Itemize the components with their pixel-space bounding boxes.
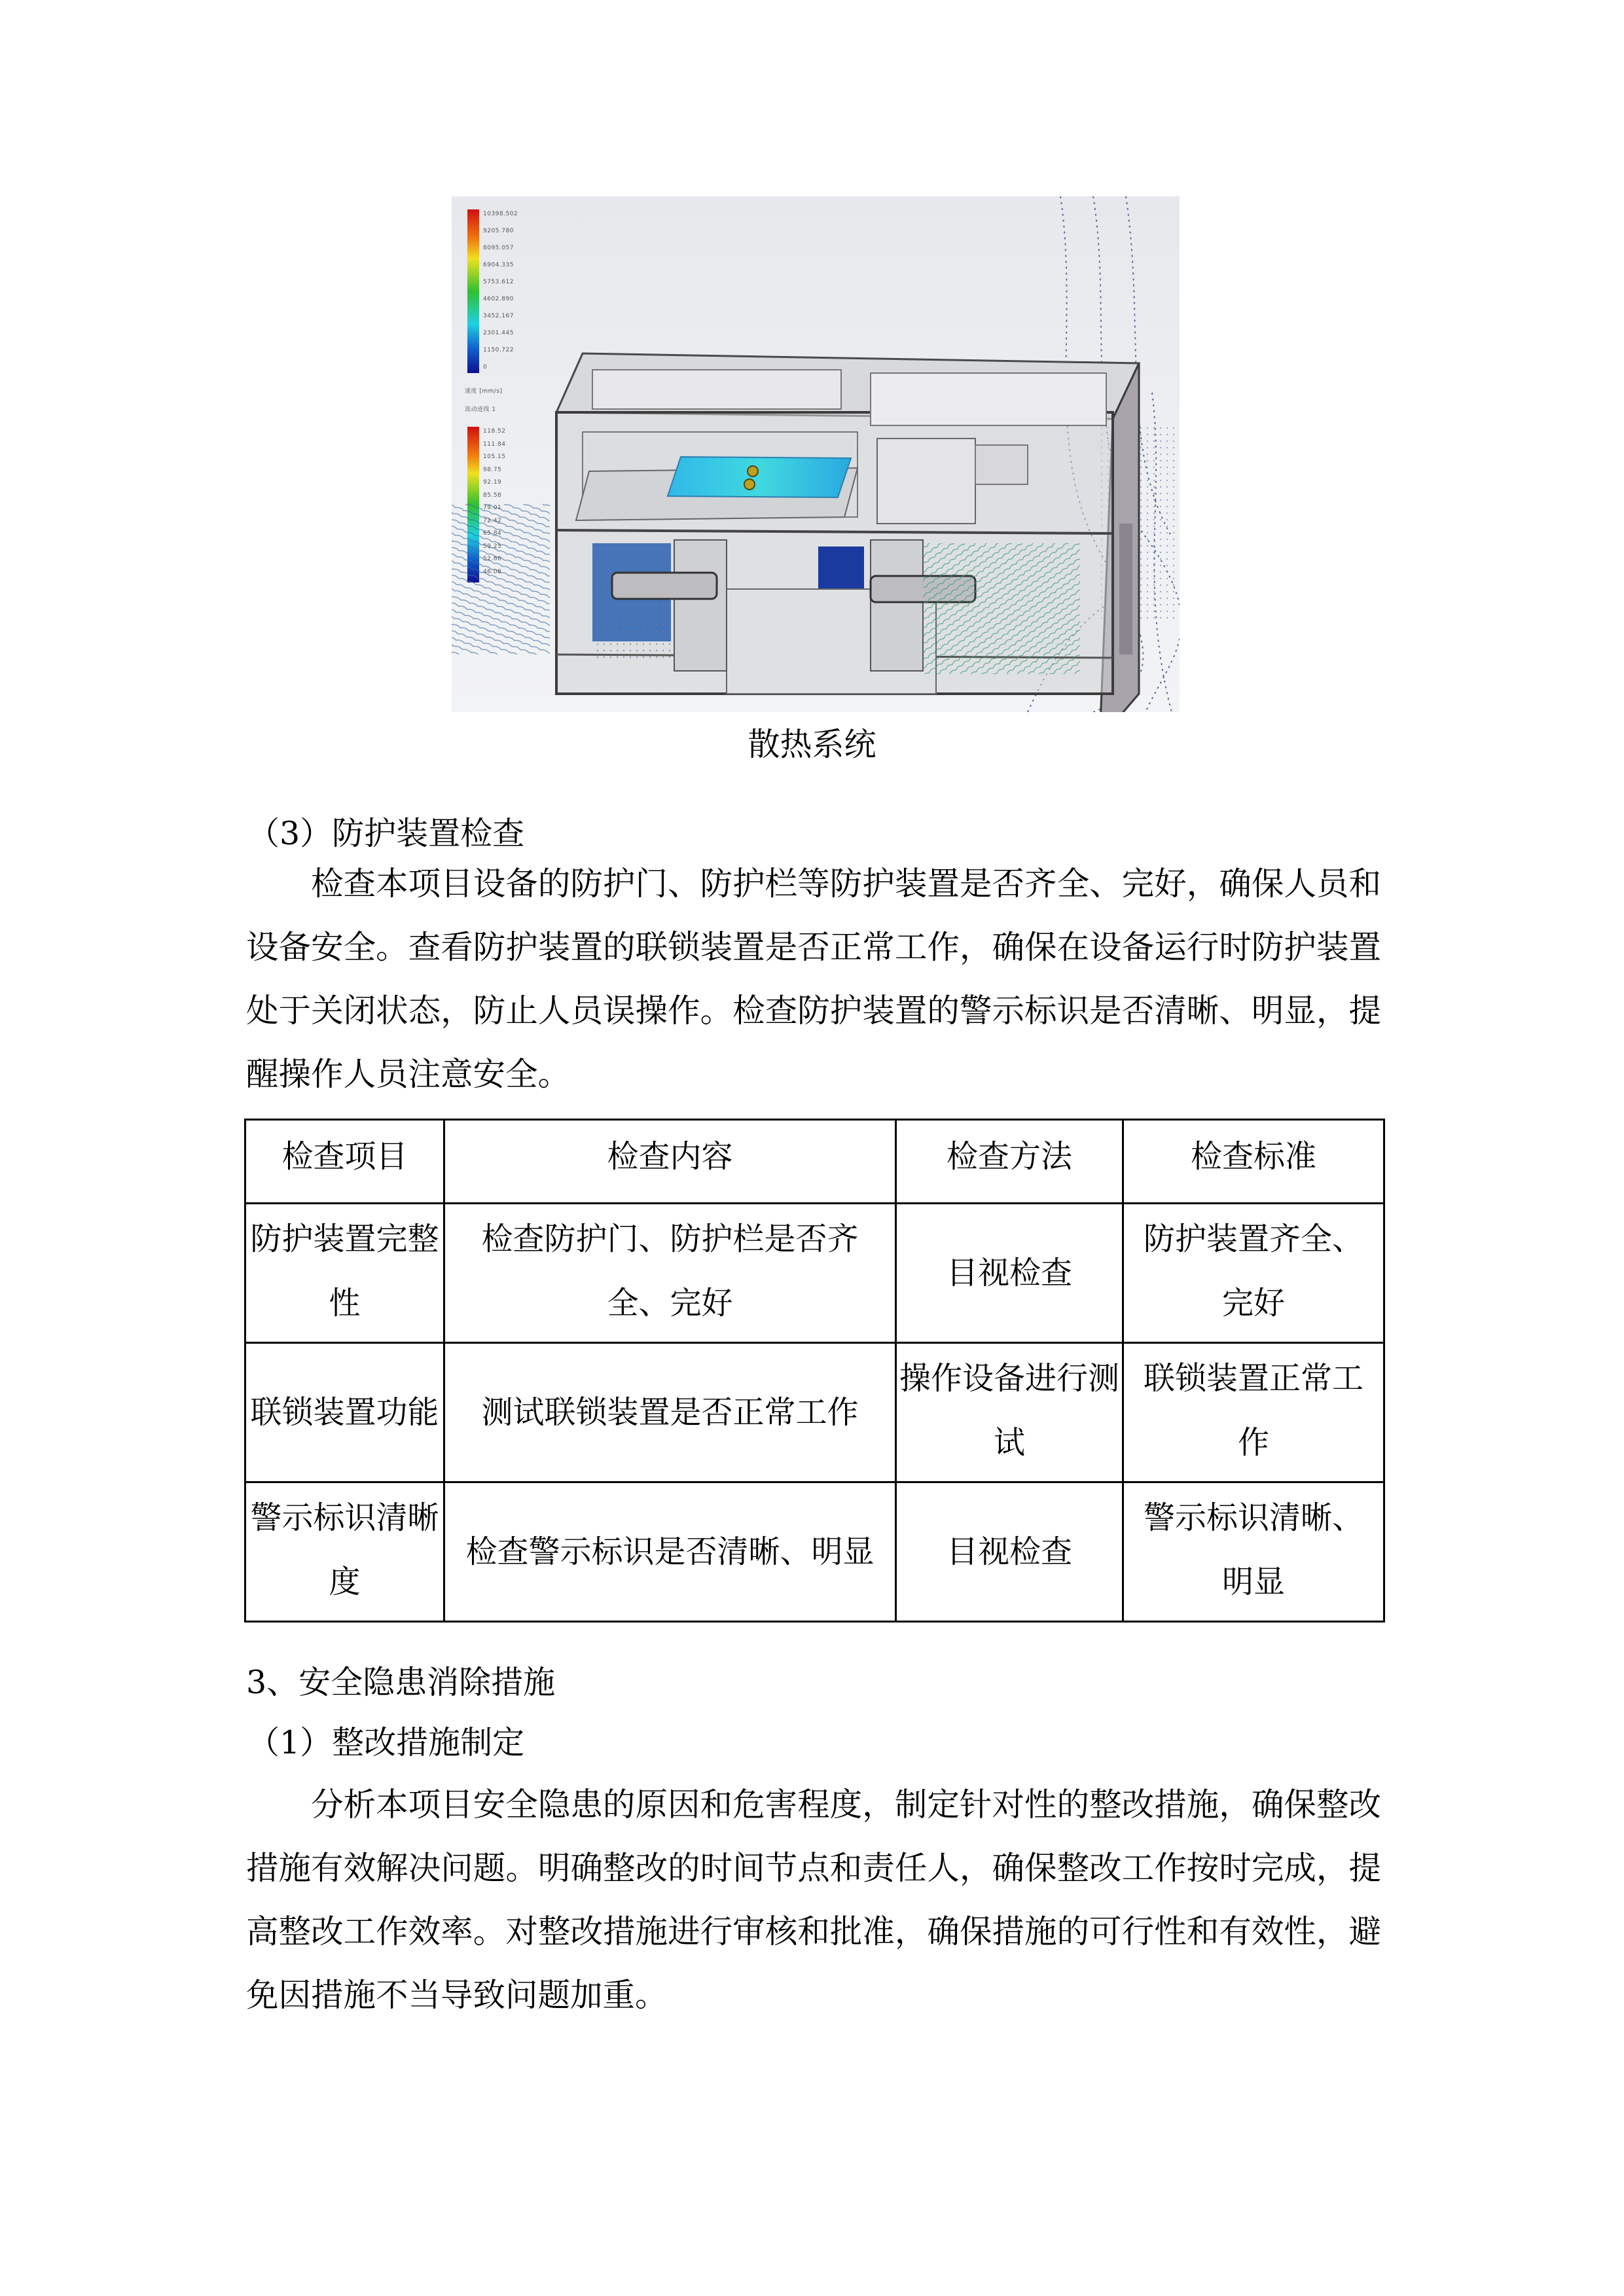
legend-value: 10398.502 (483, 211, 518, 217)
cooling-system-figure (452, 196, 1180, 712)
table-cell: 警示标识清晰度 (245, 1482, 444, 1622)
legend-value: 2301.445 (483, 330, 514, 336)
legend-value: 5753.612 (483, 279, 514, 285)
table-row (245, 1482, 1384, 1622)
velocity-legend (483, 206, 518, 376)
legend-unit-label: 速度 [mm/s] (465, 388, 503, 395)
table-header-row (245, 1120, 1384, 1204)
legend-value: 105.15 (483, 454, 506, 460)
temperature-legend (483, 425, 506, 579)
legend-value: 3452.167 (483, 313, 514, 319)
legend-value: 85.58 (483, 492, 502, 499)
legend-value: 9205.780 (483, 228, 514, 234)
legend-value: 6904.335 (483, 262, 514, 268)
table-header-cell: 检查标准 (1123, 1120, 1384, 1204)
table-cell: 检查防护门、防护栏是否齐全、完好 (444, 1204, 896, 1343)
legend-value: 118.52 (483, 428, 506, 435)
legend-value: 46.08 (483, 568, 502, 575)
table-row (245, 1343, 1384, 1482)
legend-value: 92.19 (483, 479, 502, 486)
legend-value: 59.25 (483, 543, 502, 550)
table-cell: 操作设备进行测试 (896, 1343, 1123, 1482)
figure-caption: 散热系统 (748, 726, 876, 763)
table-header-cell: 检查内容 (444, 1120, 896, 1204)
table-cell: 联锁装置功能 (245, 1343, 444, 1482)
legend-value: 8095.057 (483, 245, 514, 251)
table-cell: 检查警示标识是否清晰、明显 (444, 1482, 896, 1622)
legend-value: 72.42 (483, 517, 502, 524)
legend-sub-label: 流动迹线 1 (465, 406, 496, 413)
subsection-heading-protective-devices: （3）防护装置检查 (247, 815, 525, 852)
legend-value: 0 (483, 364, 488, 370)
legend-value: 79.01 (483, 505, 502, 511)
table-cell: 目视检查 (896, 1204, 1123, 1343)
table-cell: 目视检查 (896, 1482, 1123, 1622)
legend-value: 98.75 (483, 466, 502, 473)
table-cell: 防护装置完整性 (245, 1204, 444, 1343)
paragraph-rectification: 分析本项目安全隐患的原因和危害程度，制定针对性的整改措施，确保整改措施有效解决问题。明确整改的时间节点和责任人，确保整改工作按时完成，提高整改工作效率。对整改措施进行审核和批准，确保措施的可行性和有效性，避免因措施不当导致问题加重。 (246, 1785, 1381, 2014)
table-cell: 防护装置齐全、完好 (1123, 1204, 1384, 1343)
legend-value: 1150.722 (483, 347, 514, 353)
subsection-heading-rectification: （1）整改措施制定 (247, 1724, 525, 1761)
legend-value: 65.84 (483, 530, 502, 537)
legend-value: 52.66 (483, 556, 502, 562)
section-heading-hazard-elimination: 3、安全隐患消除措施 (246, 1664, 556, 1701)
table-header-cell: 检查方法 (896, 1120, 1123, 1204)
cfd-simulation-image (452, 196, 1180, 712)
table-row (245, 1204, 1384, 1343)
table-cell: 警示标识清晰、明显 (1123, 1482, 1384, 1622)
table-cell: 测试联锁装置是否正常工作 (444, 1343, 896, 1482)
legend-value: 111.84 (483, 440, 506, 448)
table-cell: 联锁装置正常工作 (1123, 1343, 1384, 1482)
table-header-cell: 检查项目 (245, 1120, 444, 1204)
inspection-table (244, 1119, 1385, 1623)
legend-value: 4602.890 (483, 296, 514, 302)
paragraph-protective-devices: 检查本项目设备的防护门、防护栏等防护装置是否齐全、完好，确保人员和设备安全。查看防护装置的联锁装置是否正常工作，确保在设备运行时防护装置处于关闭状态，防止人员误操作。检查防护装置的警示标识是否清晰、明显，提醒操作人员注意安全。 (246, 865, 1381, 1093)
